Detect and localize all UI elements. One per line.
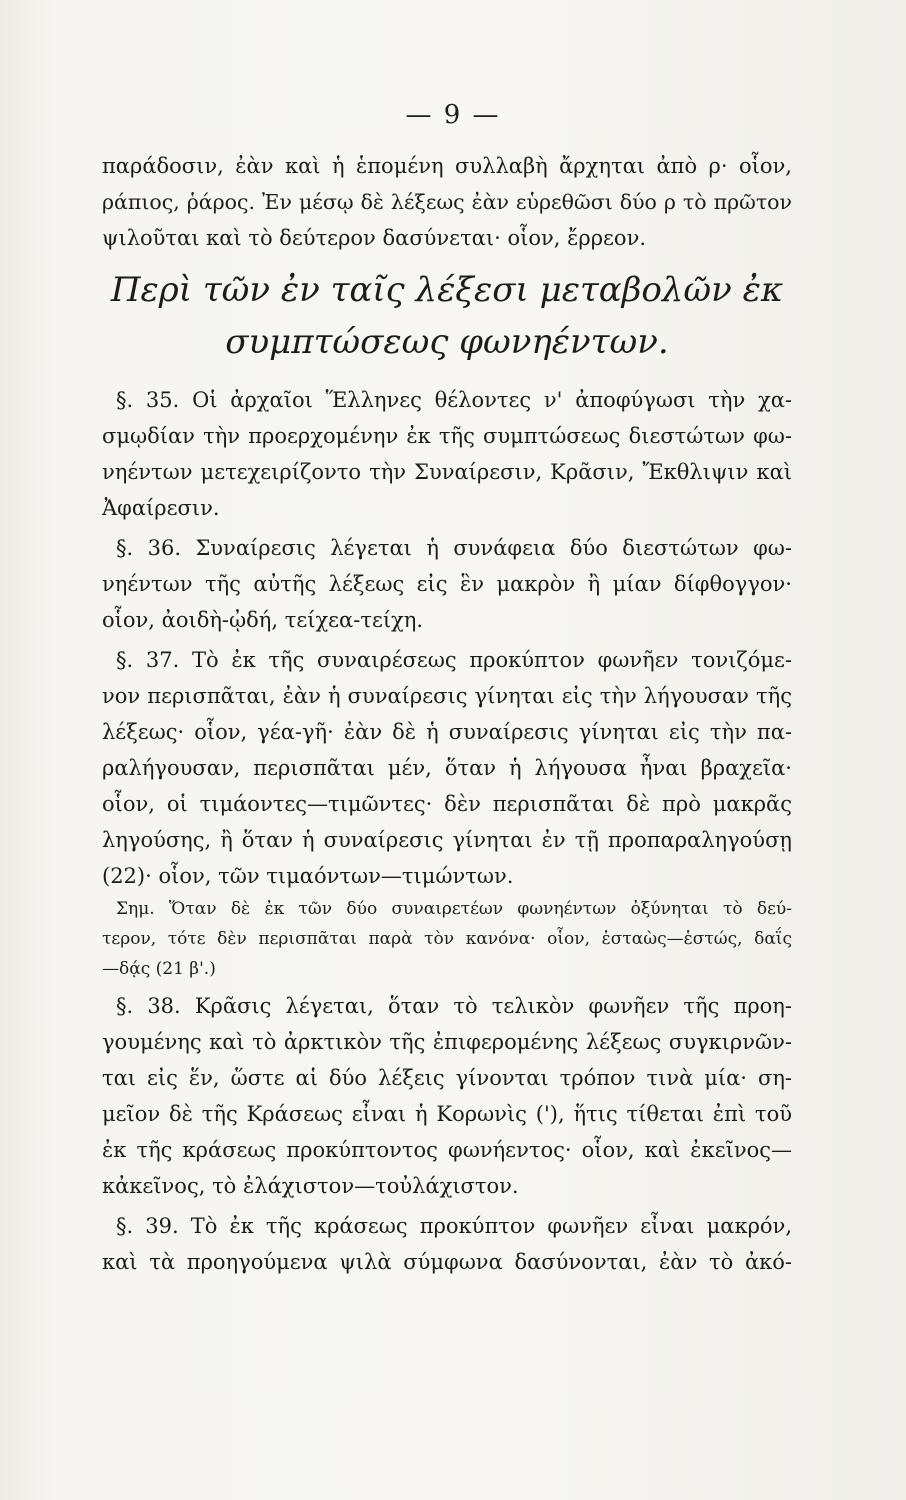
paragraph-37 [102, 642, 792, 894]
text-line: Ἀφαίρεσιν. [102, 496, 220, 520]
text-line: οἷον, οἱ τιμάοντες—τιμῶντες· δὲν περισπᾶται δὲ πρὸ μακρᾶς [102, 792, 792, 816]
page-number: — 9 — [405, 100, 501, 130]
text-line: λέξεως· οἷον, γέα-γῆ· ἐὰν δὲ ἡ συναίρεσις γίνηται εἰς τὴν πα- [102, 720, 792, 744]
text-line: σμῳδίαν τὴν προερχομένην ἐκ τῆς συμπτώσεως διεστώτων φω- [102, 424, 792, 448]
text-line: παράδοσιν, ἐὰν καὶ ἡ ἑπομένη συλλαβὴ ἄρχηται ἀπὸ ρ· οἷον, [102, 154, 792, 178]
text-line: ράπιος, ῥάρος. Ἐν μέσῳ δὲ λέξεως ἐὰν εὑρεθῶσι δύο ρ τὸ πρῶτον [102, 190, 792, 214]
note-line: τερον, τότε δὲν περισπᾶται παρὰ τὸν κανόνα· οἷον, ἑσταὼς—ἑστώς, δαΐς [102, 929, 792, 949]
text-line: ραλήγουσαν, περισπᾶται μέν, ὅταν ἡ λήγουσα ἦναι βραχεῖα· [102, 756, 792, 780]
text-line: γουμένης καὶ τὸ ἀρκτικὸν τῆς ἐπιφερομένης λέξεως συγκιρνῶν- [102, 1030, 792, 1054]
paragraph-39 [102, 1208, 792, 1280]
text-line: ἐκ τῆς κράσεως προκύπτοντος φωνήεντος· οἷον, καὶ ἐκεῖνος— [102, 1138, 792, 1162]
text-line: καὶ τὰ προηγούμενα ψιλὰ σύμφωνα δασύνονται, ἐὰν τὸ ἀκό- [102, 1250, 792, 1274]
paragraph-36 [102, 530, 792, 638]
text-line: κἀκεῖνος, τὸ ἐλάχιστον—τοὐλάχιστον. [102, 1174, 519, 1198]
note-line: —δᾴς (21 β'.) [102, 959, 216, 979]
text-line: νον περισπᾶται, ἐὰν ἡ συναίρεσις γίνηται εἰς τὴν λήγουσαν τῆς [102, 684, 792, 708]
paragraph-continuation [102, 148, 792, 256]
page-body [102, 148, 792, 1280]
text-line: §. 35. Οἱ ἀρχαῖοι Ἕλληνες θέλοντες ν' ἀποφύγωσι τὴν χα- [116, 388, 792, 412]
note-line: Σημ. Ὅταν δὲ ἐκ τῶν δύο συναιρετέων φωνηέντων ὀξύνηται τὸ δεύ- [116, 899, 792, 919]
note-block [102, 894, 792, 984]
text-line: νηέντων τῆς αὐτῆς λέξεως εἰς ἓν μακρὸν ἢ μίαν δίφθογγον· [102, 572, 792, 596]
section-heading [102, 264, 792, 368]
text-line: ται εἰς ἕν, ὥστε αἱ δύο λέξεις γίνονται τρόπον τινὰ μία· ση- [102, 1066, 792, 1090]
text-line: §. 36. Συναίρεσις λέγεται ἡ συνάφεια δύο διεστώτων φω- [116, 536, 792, 560]
text-line: οἷον, ἀοιδὴ-ᾠδή, τείχεα-τείχη. [102, 608, 424, 632]
paragraph-38 [102, 988, 792, 1204]
text-line: μεῖον δὲ τῆς Κράσεως εἶναι ἡ Κορωνὶς ('), ἥτις τίθεται ἐπὶ τοῦ [102, 1102, 792, 1126]
heading-line: Περὶ τῶν ἐν ταῖς λέξεσι μεταβολῶν ἐκ [110, 270, 784, 310]
heading-line: συμπτώσεως φωνηέντων. [225, 322, 669, 362]
text-line: §. 38. Κρᾶσις λέγεται, ὅταν τὸ τελικὸν φωνῆεν τῆς προη- [116, 994, 792, 1018]
text-line: §. 39. Τὸ ἐκ τῆς κράσεως προκύπτον φωνῆεν εἶναι μακρόν, [116, 1214, 792, 1238]
text-line: §. 37. Τὸ ἐκ τῆς συναιρέσεως προκύπτον φωνῆεν τονιζόμε- [116, 648, 792, 672]
text-line: (22)· οἷον, τῶν τιμαόντων—τιμώντων. [102, 864, 514, 888]
text-line: ψιλοῦται καὶ τὸ δεύτερον δασύνεται· οἷον, ἔρρεον. [102, 226, 647, 250]
text-line: ληγούσης, ἢ ὅταν ἡ συναίρεσις γίνηται ἐν τῇ προπαραληγούσῃ [102, 828, 792, 852]
paragraph-35 [102, 382, 792, 526]
text-line: νηέντων μετεχειρίζοντο τὴν Συναίρεσιν, Κρᾶσιν, Ἔκθλιψιν καὶ [102, 460, 792, 484]
